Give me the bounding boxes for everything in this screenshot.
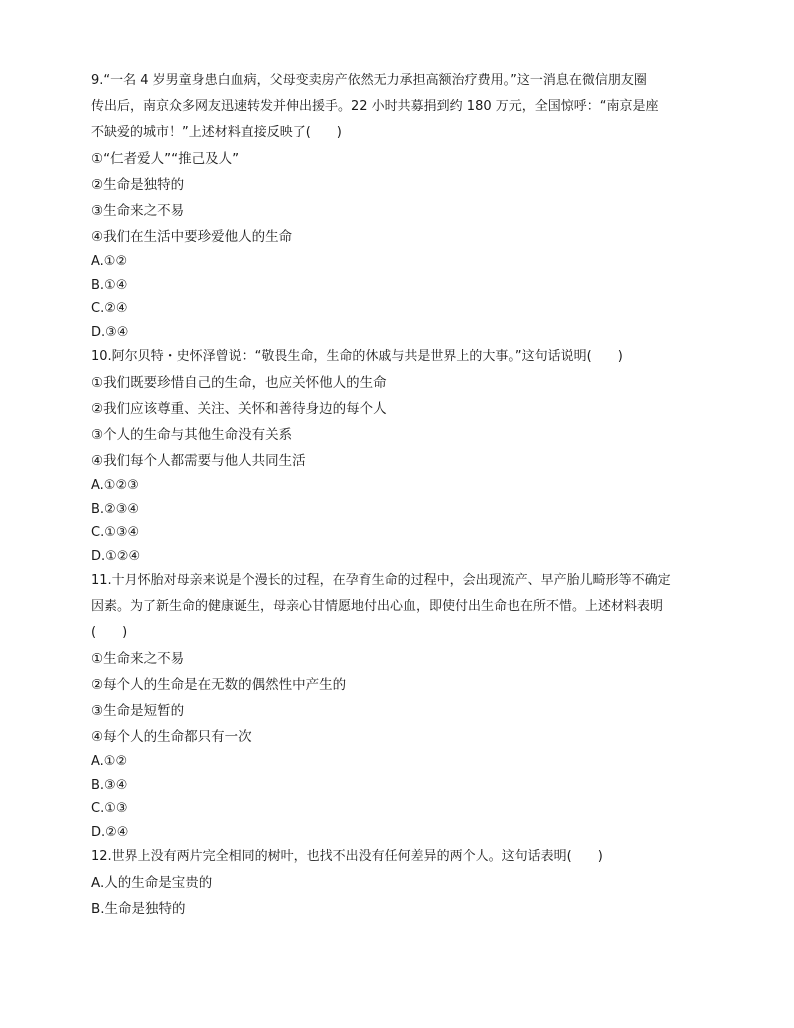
answer-option: D.①②④ [91,548,141,564]
answer-option: C.①③④ [91,525,140,540]
question-11 [91,568,703,844]
answer-option: B.①④ [91,277,128,293]
answer-option: A.①②③ [91,478,139,493]
question-12 [91,844,703,922]
exam-page [91,68,703,922]
question-stem [91,844,703,870]
answer-option: B.③④ [91,777,128,793]
statement: ④每个人的生命都只有一次 [91,729,252,745]
answer-option: A.①② [91,254,128,269]
stem-line: 因素。为了新生命的健康诞生，母亲心甘情愿地付出心血，即使付出生命也在所不惜。上述材料表明 [91,599,664,614]
stem-line: 10.阿尔贝特・史怀泽曾说：“敬畏生命，生命的休戚与共是世界上的大事。”这句话说明( ) [91,349,623,364]
statement: ③生命是短暂的 [91,703,185,719]
stem-line: 9.“一名 4 岁男童身患白血病，父母变卖房产依然无力承担高额治疗费用。”这一消息在微信朋友圈 [91,73,647,88]
statement: ②每个人的生命是在无数的偶然性中产生的 [91,677,347,693]
statement: ④我们在生活中要珍爱他人的生命 [91,229,293,245]
statement: ②生命是独特的 [91,177,185,193]
question-10 [91,344,703,568]
answer-option: C.②④ [91,301,128,316]
stem-line: 不缺爱的城市！”上述材料直接反映了( ) [91,125,342,140]
stem-line: 12.世界上没有两片完全相同的树叶，也找不出没有任何差异的两个人。这句话表明( ) [91,849,603,864]
stem-line: 11.十月怀胎对母亲来说是个漫长的过程，在孕育生命的过程中，会出现流产、早产胎儿畸形等不确定 [91,573,671,588]
answer-option: D.③④ [91,324,129,340]
answer-option: B.②③④ [91,501,140,517]
statement: ①“仁者爱人”“推己及人” [91,151,240,167]
statement: ③个人的生命与其他生命没有关系 [91,427,293,443]
statement: ③生命来之不易 [91,203,185,219]
answer-option: A.①② [91,754,128,769]
answer-option: B.生命是独特的 [91,901,186,917]
statement: ④我们每个人都需要与他人共同生活 [91,453,306,469]
answer-option: C.①③ [91,801,128,816]
question-stem [91,568,703,646]
question-9 [91,68,703,344]
question-stem [91,68,703,146]
answer-option: D.②④ [91,824,129,840]
statement: ①我们既要珍惜自己的生命，也应关怀他人的生命 [91,375,387,391]
stem-line: ( ) [91,625,128,640]
statement: ①生命来之不易 [91,651,185,667]
stem-line: 传出后，南京众多网友迅速转发并伸出援手。22 小时共募捐到约 180 万元，全国惊呼：“南京是座 [91,99,659,114]
answer-option: A.人的生命是宝贵的 [91,875,213,891]
question-stem [91,344,703,370]
statement: ②我们应该尊重、关注、关怀和善待身边的每个人 [91,401,387,417]
